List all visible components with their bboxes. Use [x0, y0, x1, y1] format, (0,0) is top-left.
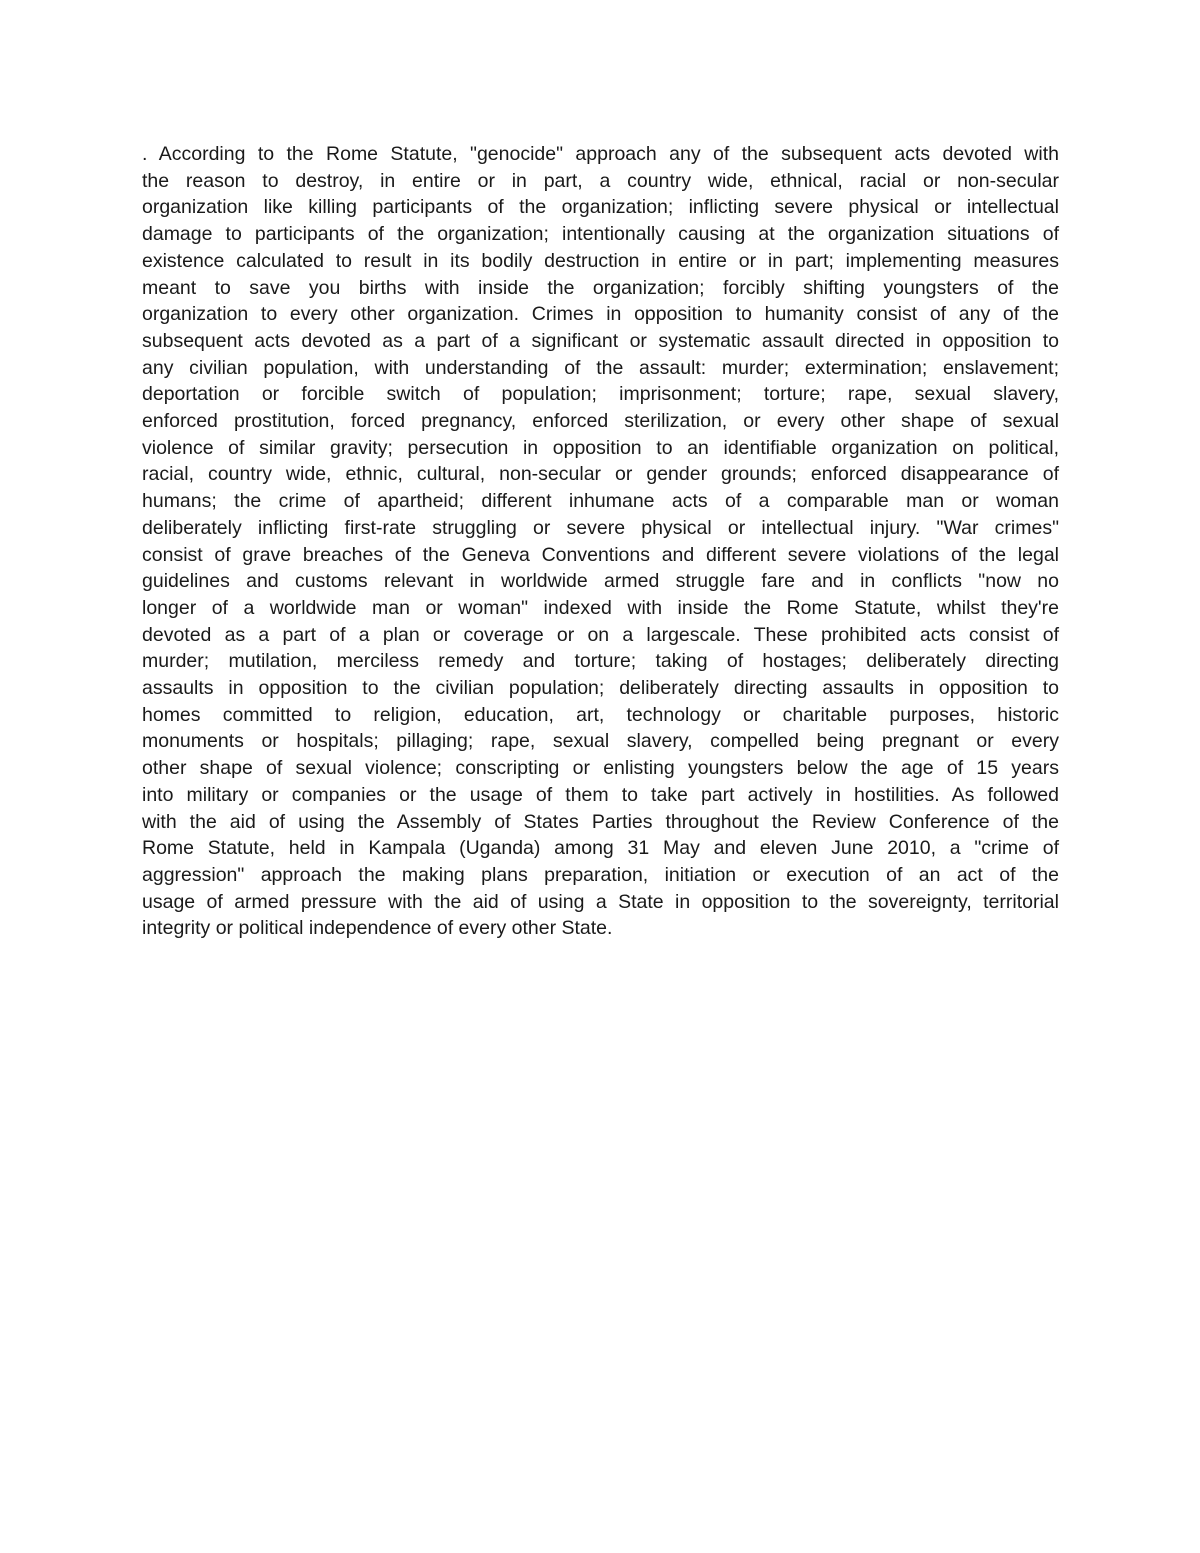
paragraph-line: deportation or forcible switch of population; imprisonment; torture; rape, sexual slavery, — [142, 383, 1059, 406]
paragraph-line: longer of a worldwide man or woman" indexed with inside the Rome Statute, whilst they're — [142, 596, 1059, 619]
paragraph-line: subsequent acts devoted as a part of a significant or systematic assault directed in opposition to — [142, 329, 1059, 352]
paragraph-line: Rome Statute, held in Kampala (Uganda) among 31 May and eleven June 2010, a "crime of — [142, 837, 1059, 860]
paragraph-line: monuments or hospitals; pillaging; rape, sexual slavery, compelled being pregnant or every — [142, 730, 1059, 753]
paragraph-line: assaults in opposition to the civilian population; deliberately directing assaults in opposition to — [142, 677, 1059, 700]
paragraph-line: guidelines and customs relevant in worldwide armed struggle fare and in conflicts "now no — [142, 570, 1059, 593]
paragraph-line: devoted as a part of a plan or coverage or on a largescale. These prohibited acts consist of — [142, 623, 1059, 646]
paragraph-line: damage to participants of the organization; intentionally causing at the organization situations of — [142, 223, 1059, 246]
paragraph-line: . According to the Rome Statute, "genocide" approach any of the subsequent acts devoted with — [142, 143, 1059, 165]
paragraph-line: existence calculated to result in its bodily destruction in entire or in part; implementing measures — [142, 249, 1059, 272]
body-paragraph — [142, 141, 1059, 942]
paragraph-line: with the aid of using the Assembly of States Parties throughout the Review Conference of the — [142, 810, 1059, 833]
paragraph-line: into military or companies or the usage of them to take part actively in hostilities. As followed — [142, 783, 1059, 806]
paragraph-line: deliberately inflicting first-rate struggling or severe physical or intellectual injury. "War crimes" — [142, 516, 1059, 539]
paragraph-line: violence of similar gravity; persecution in opposition to an identifiable organization on political, — [142, 436, 1059, 459]
paragraph-line: consist of grave breaches of the Geneva Conventions and different severe violations of the legal — [142, 543, 1059, 566]
paragraph-line: murder; mutilation, merciless remedy and torture; taking of hostages; deliberately directing — [142, 650, 1059, 673]
paragraph-line: enforced prostitution, forced pregnancy, enforced sterilization, or every other shape of sexual — [142, 410, 1059, 433]
paragraph-line: meant to save you births with inside the organization; forcibly shifting youngsters of the — [142, 276, 1059, 299]
paragraph-line: organization to every other organization. Crimes in opposition to humanity consist of any of the — [142, 303, 1059, 326]
paragraph-line: any civilian population, with understanding of the assault: murder; extermination; enslavement; — [142, 356, 1059, 379]
paragraph-line: humans; the crime of apartheid; different inhumane acts of a comparable man or woman — [142, 490, 1059, 513]
paragraph-line: racial, country wide, ethnic, cultural, non-secular or gender grounds; enforced disappearance of — [142, 463, 1059, 486]
paragraph-line: aggression" approach the making plans preparation, initiation or execution of an act of the — [142, 863, 1059, 886]
paragraph-line: the reason to destroy, in entire or in part, a country wide, ethnical, racial or non-secular — [142, 169, 1059, 192]
paragraph-line: integrity or political independence of every other State. — [142, 917, 613, 940]
paragraph-line: organization like killing participants of the organization; inflicting severe physical or intellectual — [142, 196, 1059, 219]
paragraph-line: usage of armed pressure with the aid of using a State in opposition to the sovereignty, territorial — [142, 890, 1059, 913]
paragraph-line: homes committed to religion, education, art, technology or charitable purposes, historic — [142, 703, 1059, 726]
paragraph-line: other shape of sexual violence; conscripting or enlisting youngsters below the age of 15 years — [142, 757, 1059, 780]
